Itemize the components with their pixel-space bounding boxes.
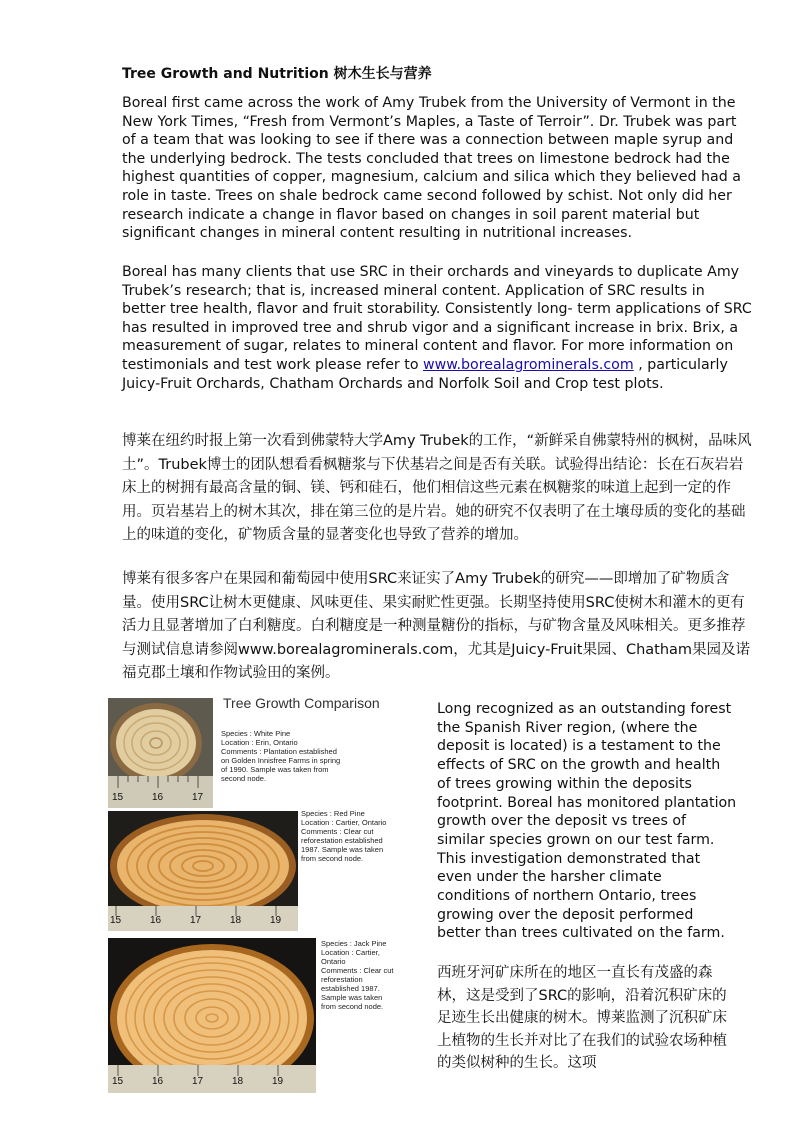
- paragraph-src-clients: [122, 263, 752, 393]
- ruler-tick-label: 19: [270, 915, 282, 926]
- ruler-tick-label: 17: [192, 792, 204, 803]
- ruler-tick-label: 16: [152, 1076, 164, 1087]
- paragraph-trubek-research: Boreal first came across the work of Amy Trubek from the University of Vermont in the New York Times, “Fresh from Vermont’s Maples, a Taste of Terroir”. Dr. Trubek was part of a team that was looking to see if there was a connection between maple syrup and the underlying bedrock. The tests concluded that trees on limestone bedrock had the highest quantities of copper, magnesium, calcium and silica which they believed had a role in taste. Trees on shale bedrock came second followed by schist. Not only did her research indicate a change in flavor based on changes in soil parent material but significant changes in mineral content resulting in nutritional increases.: [122, 95, 741, 242]
- paragraph-zh-clients: 博莱有很多客户在果园和葡萄园中使用SRC来证实了Amy Trubek的研究——即增加了矿物质含量。使用SRC让树木更健康、风味更佳、果实耐贮性更强。长期坚持使用SRC使树木和灌木的更有活力且显著增加了白利糖度。白利糖度是一种测量糖份的指标，与矿物含量及风味相关。更多推荐与测试信息请参阅www.borealagrominerals.com，尤其是Juicy-Fruit果园、Chatham果园及诺福克郡土壤和作物试验田的案例。: [122, 571, 751, 681]
- ruler-tick-label: 17: [190, 915, 202, 926]
- white-pine-sample-photo: [108, 698, 213, 808]
- paragraph-zh-trubek: 博莱在纽约时报上第一次看到佛蒙特大学Amy Trubek的工作，“新鲜采自佛蒙特州的枫树，品味风土”。Trubek博士的团队想看看枫糖浆与下伏基岩之间是否有关联。试验得出结论：长在石灰岩岩床上的树拥有最高含量的铜、镁、钙和硅石，他们相信这些元素在枫糖浆的味道上起到一定的作用。页岩基岩上的树木其次，排在第三位的是片岩。她的研究不仅表明了在土壤母质的变化的基础上的味道的变化，矿物质含量的显著变化也导致了营养的增加。: [122, 433, 752, 543]
- white-pine-caption: Species : White Pine Location : Erin, Ontario Comments : Plantation established on Golden Innisfree Farms in spring of 1990. Sample was taken from second node.: [221, 729, 341, 783]
- paragraph-spanish-river: Long recognized as an outstanding forest the Spanish River region, (where the deposit is located) is a testament to the effects of SRC on the growth and health of trees growing within the deposits footprint. Boreal has monitored plantation growth over the deposit vs trees of similar species grown on our test farm. This investigation demonstrated that even under the harsher climate conditions of northern Ontario, trees growing over the deposit performed better than trees cultivated on the farm.: [437, 701, 737, 942]
- jack-pine-caption: Species : Jack Pine Location : Cartier, Ontario Comments : Clear cut reforestation established 1987. Sample was taken from second node.: [321, 939, 394, 1011]
- boreal-website-link[interactable]: www.borealagrominerals.com: [423, 356, 634, 373]
- red-pine-caption: Species : Red Pine Location : Cartier, Ontario Comments : Clear cut reforestation established 1987. Sample was taken from second node.: [301, 809, 387, 863]
- ruler-tick-label: 16: [152, 792, 164, 803]
- ruler-tick-label: 16: [150, 915, 162, 926]
- ruler-tick-label: 19: [272, 1076, 284, 1087]
- ruler-tick-label: 15: [112, 1076, 124, 1087]
- page-title: Tree Growth and Nutrition 树木生长与营养: [122, 66, 432, 82]
- ruler-tick-label: 18: [230, 915, 242, 926]
- ruler-tick-label: 15: [110, 915, 122, 926]
- tree-growth-comparison-figure: [108, 693, 403, 1093]
- paragraph-zh-spanish-river: 西班牙河矿床所在的地区一直长有茂盛的森林，这是受到了SRC的影响，沿着沉积矿床的足迹生长出健康的树木。博莱监测了沉积矿床上植物的生长并对比了在我们的试验农场种植的类似树种的生长。这项: [437, 965, 727, 1071]
- paragraph-src-clients-text-b: , particularly Juicy-Fruit Orchards, Chatham Orchards and Norfolk Soil and Crop test plots.: [122, 356, 728, 392]
- ruler-tick-label: 17: [192, 1076, 204, 1087]
- red-pine-sample-photo: [108, 811, 298, 931]
- figure-title: Tree Growth Comparison: [223, 695, 380, 711]
- ruler-tick-label: 18: [232, 1076, 244, 1087]
- ruler-tick-label: 15: [112, 792, 124, 803]
- paragraph-src-clients-text-a: Boreal has many clients that use SRC in their orchards and vineyards to duplicate Amy Trubek’s research; that is, increased mineral content. Application of SRC results in better tree health, flavor and fruit storability. Consistently long- term applications of SRC has resulted in improved tree and shrub vigor and a significant increase in brix. Brix, a measurement of sugar, relates to mineral content and flavor. For more information on testimonials and test work please refer to: [122, 264, 752, 373]
- jack-pine-sample-photo: [108, 938, 316, 1093]
